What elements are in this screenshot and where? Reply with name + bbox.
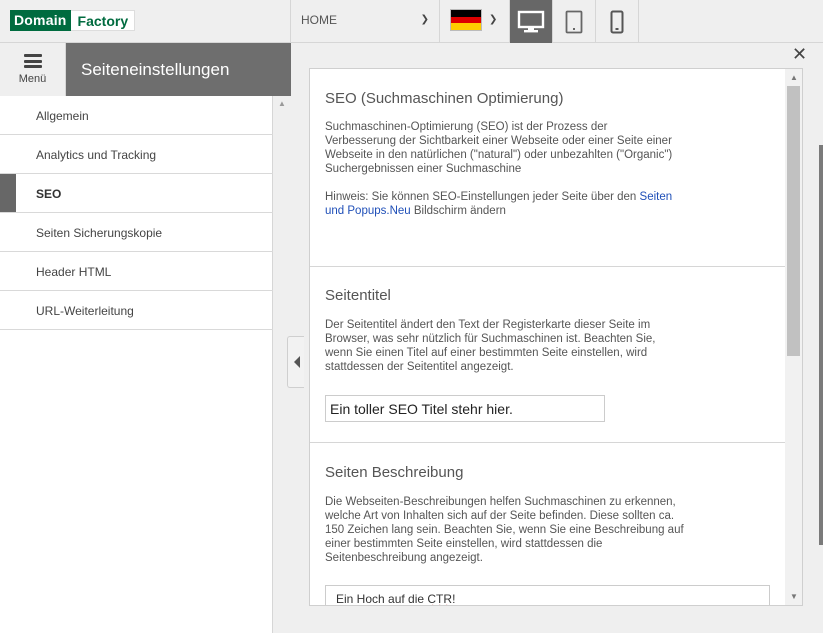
- hint-suffix: Bildschirm ändern: [410, 205, 506, 217]
- scrollbar-thumb[interactable]: [787, 86, 800, 356]
- menu-label: Menü: [18, 73, 47, 85]
- german-flag-icon: [450, 9, 482, 31]
- page-select-dropdown[interactable]: [290, 0, 440, 43]
- menu-button[interactable]: [0, 43, 66, 96]
- seo-settings-panel: [309, 68, 803, 606]
- hint-text: Hinweis: Sie können SEO-Einstellungen jeder Seite über den: [325, 191, 637, 203]
- section-description: Die Webseiten-Beschreibungen helfen Suchmaschinen zu erkennen, welche Art von Inhalten sich auf der Seite befinden. Diese sollten ca. 150 Zeichen lang sein. Beachten Sie, wenn Sie eine Beschreibung auf einer bestimmten Seite einstellen, wird stattdessen die Seitenbeschreibung angezeigt.: [325, 496, 684, 564]
- sidebar-item-seo[interactable]: SEO: [0, 174, 273, 213]
- scroll-down-icon[interactable]: ▼: [790, 592, 798, 601]
- top-toolbar: [0, 0, 823, 43]
- panel-scrollbar[interactable]: [785, 69, 802, 605]
- seo-intro-section: [310, 69, 786, 267]
- chevron-left-icon: [294, 356, 300, 368]
- page-title-section: [310, 267, 786, 443]
- page-title-input[interactable]: Ein toller SEO Titel stehr hier.: [325, 395, 605, 422]
- sidebar-item-allgemein[interactable]: Allgemein: [0, 96, 273, 135]
- sidebar-item-backup[interactable]: Seiten Sicherungskopie: [0, 213, 273, 252]
- logo-part-factory: Factory: [71, 10, 136, 31]
- language-select-dropdown[interactable]: [440, 0, 510, 43]
- background-edge: [819, 145, 823, 545]
- sidebar-item-url-redirect[interactable]: URL-Weiterleitung: [0, 291, 273, 330]
- pages-popups-link[interactable]: Seiten und Popups.Neu: [325, 191, 673, 217]
- panel-content: [310, 69, 786, 606]
- tablet-icon: [565, 10, 583, 34]
- scroll-up-icon[interactable]: ▲: [790, 73, 798, 82]
- page-description-section: [310, 443, 786, 606]
- textarea-text-end: !: [452, 592, 456, 606]
- collapse-sidebar-button[interactable]: [287, 336, 304, 388]
- misspelled-word: CTR: [427, 592, 453, 606]
- tablet-view-button[interactable]: [553, 0, 596, 43]
- sidebar-item-analytics[interactable]: Analytics und Tracking: [0, 135, 273, 174]
- close-icon[interactable]: ✕: [792, 44, 808, 64]
- page-description-textarea[interactable]: [325, 585, 770, 606]
- settings-nav: [0, 96, 273, 330]
- logo-part-domain: Domain: [10, 10, 71, 31]
- chevron-down-icon: ❯: [489, 14, 498, 25]
- page-select-value: HOME: [301, 13, 337, 27]
- section-heading: Seitentitel: [325, 287, 391, 304]
- section-heading: Seiten Beschreibung: [325, 464, 464, 481]
- desktop-view-button[interactable]: [510, 0, 553, 43]
- sidebar-scroll-up-icon[interactable]: ▲: [278, 99, 286, 108]
- textarea-text: Ein Hoch auf die: [336, 592, 428, 606]
- seo-hint: [325, 190, 680, 218]
- domainfactory-logo[interactable]: [10, 10, 135, 31]
- desktop-icon: [517, 10, 545, 34]
- mobile-view-button[interactable]: [596, 0, 639, 43]
- section-description: Der Seitentitel ändert den Text der Registerkarte dieser Seite im Browser, was sehr nützlich für Suchmaschinen ist. Beachten Sie, wenn Sie einen Titel auf einer bestimmten Seite einstellen, wird stattdessen der Seitentitel angezeigt.: [325, 319, 656, 373]
- panel-title: Seiteneinstellungen: [66, 43, 291, 96]
- settings-sidebar: [0, 43, 273, 633]
- chevron-down-icon: ❯: [420, 14, 429, 25]
- hamburger-icon: [24, 54, 42, 68]
- section-heading: SEO (Suchmaschinen Optimierung): [325, 90, 564, 107]
- section-description: Suchmaschinen-Optimierung (SEO) ist der Prozess der Verbesserung der Sichtbarkeit einer Webseite oder einer Seite einer Webseite in den natürlichen ("natural") oder unbezahlten ("Organic") Suchergebnissen einer Suchmaschine: [325, 121, 673, 175]
- sidebar-item-header-html[interactable]: Header HTML: [0, 252, 273, 291]
- mobile-icon: [610, 10, 624, 34]
